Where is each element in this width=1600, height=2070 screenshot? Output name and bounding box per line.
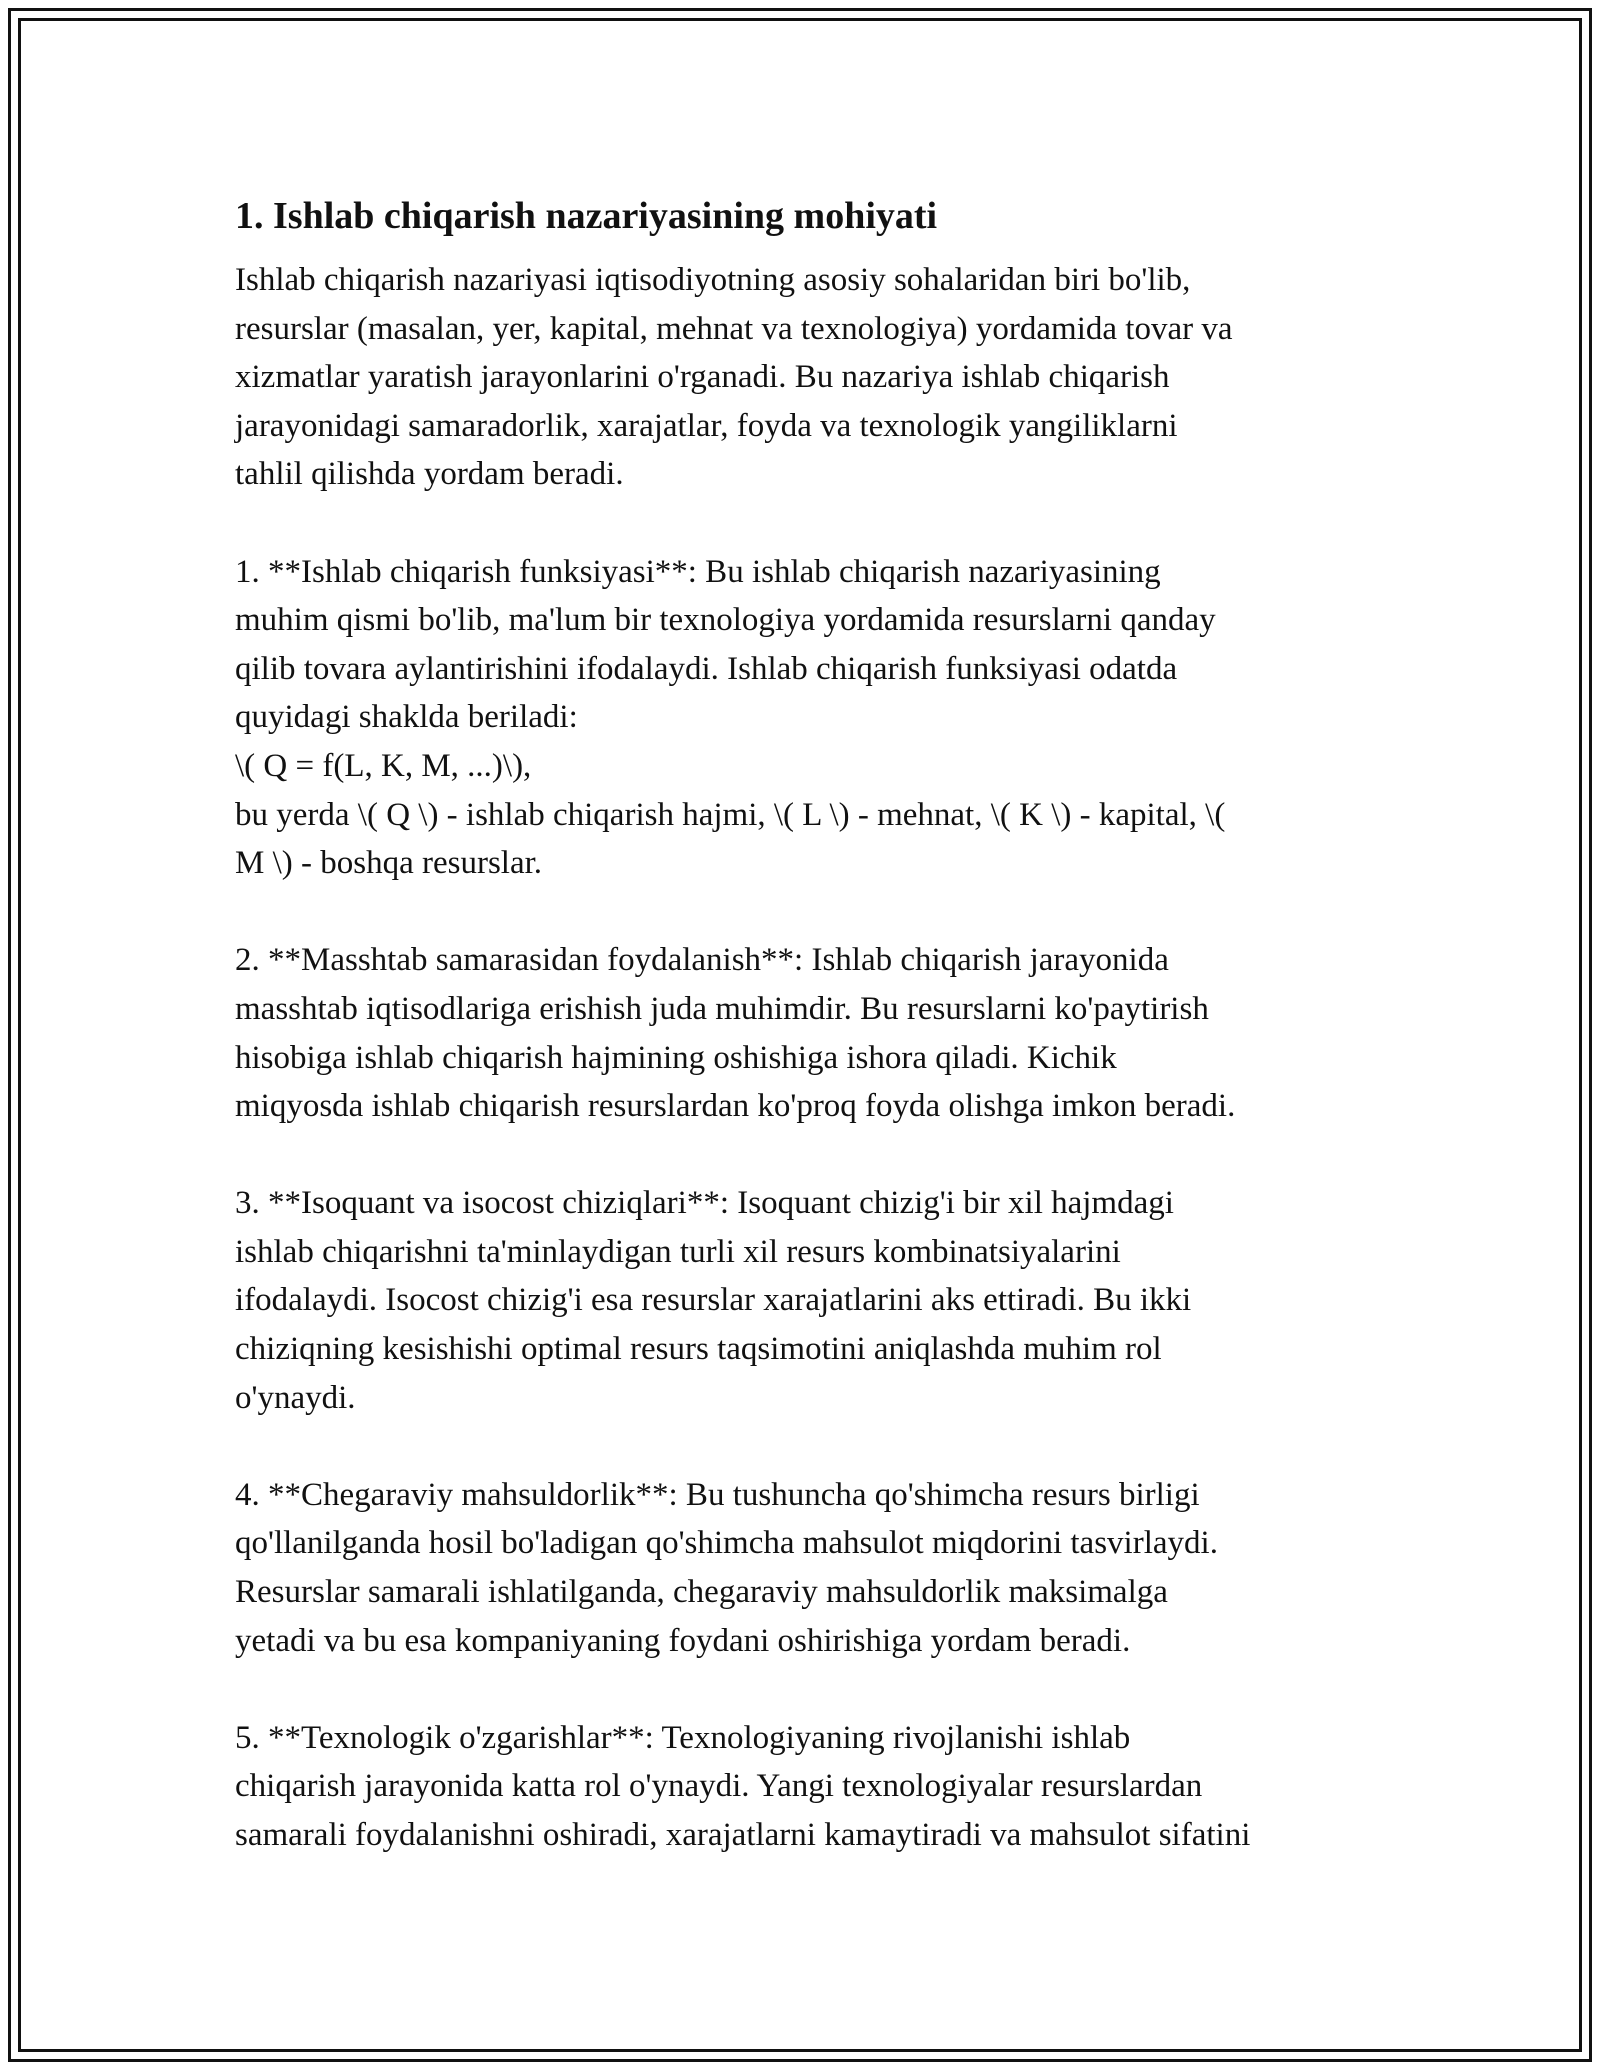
paragraph-isoquant-isocost: 3. **Isoquant va isocost chiziqlari**: Isoquant chizig'i bir xil hajmdagi ishlab chiqarishni ta'minlaydigan turli xil resurs kombinatsiyalarini ifodalaydi. Isocost chizig'i esa resurslar xarajatlarini aks ettiradi. Bu ikki chiziqning kesishishi optimal resurs taqsimotini aniqlashda muhim rol o'ynaydi. bbox=[235, 1185, 1192, 1416]
paragraph-marginal-productivity: 4. **Chegaraviy mahsuldorlik**: Bu tushuncha qo'shimcha resurs birligi qo'llanilganda hosil bo'ladigan qo'shimcha mahsulot miqdorini tasvirlaydi. Resurslar samarali ishlatilganda, chegaraviy mahsuldorlik maksimalga yetadi va bu esa kompaniyaning foydani oshirishiga yordam beradi. bbox=[235, 1476, 1218, 1659]
intro-paragraph: Ishlab chiqarish nazariyasi iqtisodiyotning asosiy sohalaridan biri bo'lib, resurslar (masalan, yer, kapital, mehnat va texnologiya) yordamida tovar va xizmatlar yaratish jarayonlarini o'rganadi. Bu nazariya ishlab chiqarish jarayonidagi samaradorlik, xarajatlar, foyda va texnologik yangiliklarni tahlil qilishda yordam beradi. bbox=[235, 262, 1233, 493]
paragraph-technological-change: 5. **Texnologik o'zgarishlar**: Texnologiyaning rivojlanishi ishlab chiqarish jarayonida katta rol o'ynaydi. Yangi texnologiyalar resurslardan samarali foydalanishni oshiradi, xarajatlarni kamaytiradi va mahsulot sifatini bbox=[235, 1719, 1251, 1853]
paragraph-production-function: 1. **Ishlab chiqarish funksiyasi**: Bu ishlab chiqarish nazariyasining muhim qismi bo'lib, ma'lum bir texnologiya yordamida resurslarni qanday qilib tovara aylantirishini ifodalaydi. Ishlab chiqarish funksiyasi odatda quyidagi shaklda beriladi: \( Q = f(L, K, M, ...)\), bu yerda \( Q \) - ishlab chiqarish hajmi, \( L \) - mehnat, \( K \) - kapital, \( M \) - boshqa resurslar. bbox=[235, 553, 1226, 882]
paragraph-economies-of-scale: 2. **Masshtab samarasidan foydalanish**: Ishlab chiqarish jarayonida masshtab iqtisodlariga erishish juda muhimdir. Bu resurslarni ko'paytirish hisobiga ishlab chiqarish hajmining oshishiga ishora qiladi. Kichik miqyosda ishlab chiqarish resurslardan ko'proq foyda olishga imkon beradi. bbox=[235, 942, 1236, 1125]
document-body bbox=[235, 190, 1385, 1860]
document-title: 1. Ishlab chiqarish nazariyasining mohiyati bbox=[235, 195, 938, 237]
